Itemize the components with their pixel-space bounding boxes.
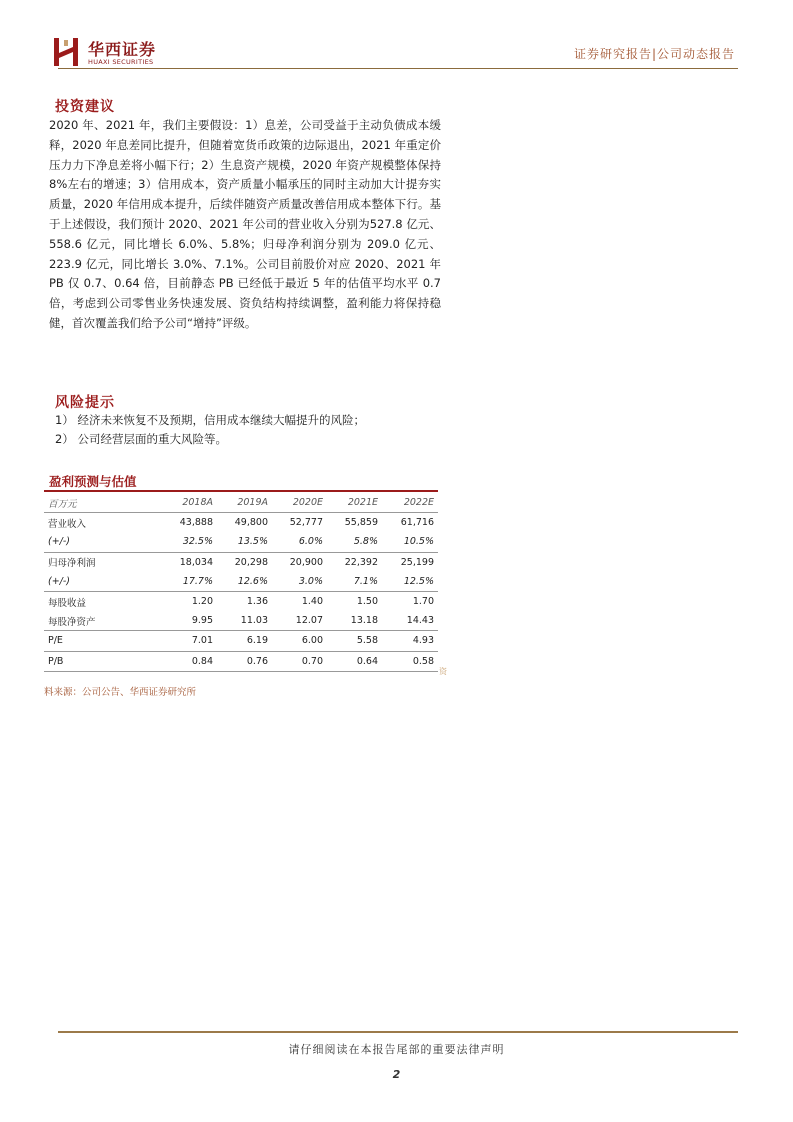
risk-item-2: 2） 公司经营层面的重大风险等。 [55,432,227,446]
table-cell: 10.5% [403,536,434,548]
header-cell: 2019A [237,497,268,509]
table-cell: 0.64 [327,651,382,671]
row-label: 归母净利润 [44,552,162,572]
table-row [44,552,438,572]
table-row [44,591,438,611]
row-label: P/B [44,651,162,671]
table-cell: 12.6% [237,575,268,587]
table-cell: 55,859 [327,513,382,533]
row-label: (+/-) [48,536,71,548]
table-cell: 0.76 [217,651,272,671]
table-cell: 1.70 [382,591,438,611]
huaxi-logo-icon [54,38,78,66]
table-header-row [44,493,438,513]
table-cell: 1.36 [217,591,272,611]
header-cell: 2018A [182,497,213,509]
table-cell: 0.58 [382,651,438,671]
table-cell: 7.01 [162,631,217,651]
table-cell: 32.5% [182,536,213,548]
page-number: 2 [392,1068,401,1081]
table-cell: 61,716 [382,513,438,533]
row-label: 每股净资产 [48,616,96,628]
table-cell: 14.43 [406,615,434,627]
table-row [44,532,438,552]
table-cell: 12.5% [403,575,434,587]
table-row [44,631,438,651]
table-cell: 17.7% [182,575,213,587]
table-cell: 7.1% [353,575,378,587]
table-cell: 6.19 [217,631,272,651]
table-cell: 20,298 [217,552,272,572]
table-cell: 52,777 [272,513,327,533]
table-cell: 0.84 [162,651,217,671]
table-cell: 1.50 [327,591,382,611]
table-row [44,611,438,631]
table-cell: 13.18 [350,615,378,627]
table-row [44,572,438,592]
table-cell: 13.5% [237,536,268,548]
investment-title: 投资建议 [55,99,115,115]
footer-divider [58,1031,738,1033]
table-cell: 9.95 [191,615,213,627]
report-type: 证券研究报告|公司动态报告 [573,47,735,61]
risk-title: 风险提示 [55,395,115,411]
investment-body: 2020 年、2021 年，我们主要假设：1）息差，公司受益于主动负债成本缓释，2020 年息差同比提升，但随着宽货币政策的边际退出，2021 年重定价压力力下净息差将小幅下行；2）生息资产规模，2020 年资产规模整体保持 8%左右的增速；3）信用成本，资产质量小幅承压的同时主动加大计提夯实质量，2020 年信用成本提升，后续伴随资产质量改善信用成本整体下行。基于上述假设，我们预计 2020、2021 年公司的营业收入分别为527.8 亿元、558.6 亿元，同比增长 6.0%、5.8%；归母净利润分别为 209.0 亿元、223.9 亿元，同比增长 3.0%、7.1%。公司目前股价对应 2020、2021 年 PB 仅 0.7、0.64 倍，目前静态 PB 已经低于最近 5 年的估值平均水平 0.7 倍，考虑到公司零售业务快速发展、资负结构持续调整，盈利能力将保持稳健，首次覆盖我们给予公司“增持”评级。 [49,118,441,330]
table-cell: 1.40 [272,591,327,611]
header-divider [58,68,738,69]
row-label: P/E [44,631,162,651]
table-cell: 22,392 [327,552,382,572]
forecast-table [44,493,438,672]
table-cell: 12.07 [295,615,323,627]
table-cell: 4.93 [382,631,438,651]
table-row [44,651,438,671]
table-row [44,513,438,533]
table-cell: 5.58 [327,631,382,651]
risk-item-1: 1） 经济未来恢复不及预期，信用成本继续大幅提升的风险； [55,413,365,427]
table-cell: 18,034 [162,552,217,572]
table-cell: 3.0% [298,575,323,587]
table-cell: 1.20 [162,591,217,611]
header-cell: 2021E [347,497,378,509]
table-cell: 5.8% [353,536,378,548]
table-top-rule [44,490,438,492]
table-source: 料来源：公司公告、华西证券研究所 [44,687,197,698]
table-cell: 6.0% [298,536,323,548]
row-label: (+/-) [48,575,71,587]
table-cell: 11.03 [240,615,268,627]
row-label: 每股收益 [44,591,162,611]
brand-name-en: HUAXI SECURITIES [88,58,154,66]
row-label: 营业收入 [44,513,162,533]
table-cell: 6.00 [272,631,327,651]
table-cell: 0.70 [272,651,327,671]
legal-notice: 请仔细阅读在本报告尾部的重要法律声明 [288,1043,505,1056]
header-cell: 2022E [403,497,434,509]
forecast-title: 盈利预测与估值 [49,474,137,489]
header-cell: 百万元 [48,498,77,510]
brand-name-cn: 华西证券 [88,40,157,59]
table-cell: 43,888 [162,513,217,533]
stray-character: 资 [439,667,447,676]
table-cell: 25,199 [382,552,438,572]
table-cell: 20,900 [272,552,327,572]
header-cell: 2020E [292,497,323,509]
table-cell: 49,800 [217,513,272,533]
